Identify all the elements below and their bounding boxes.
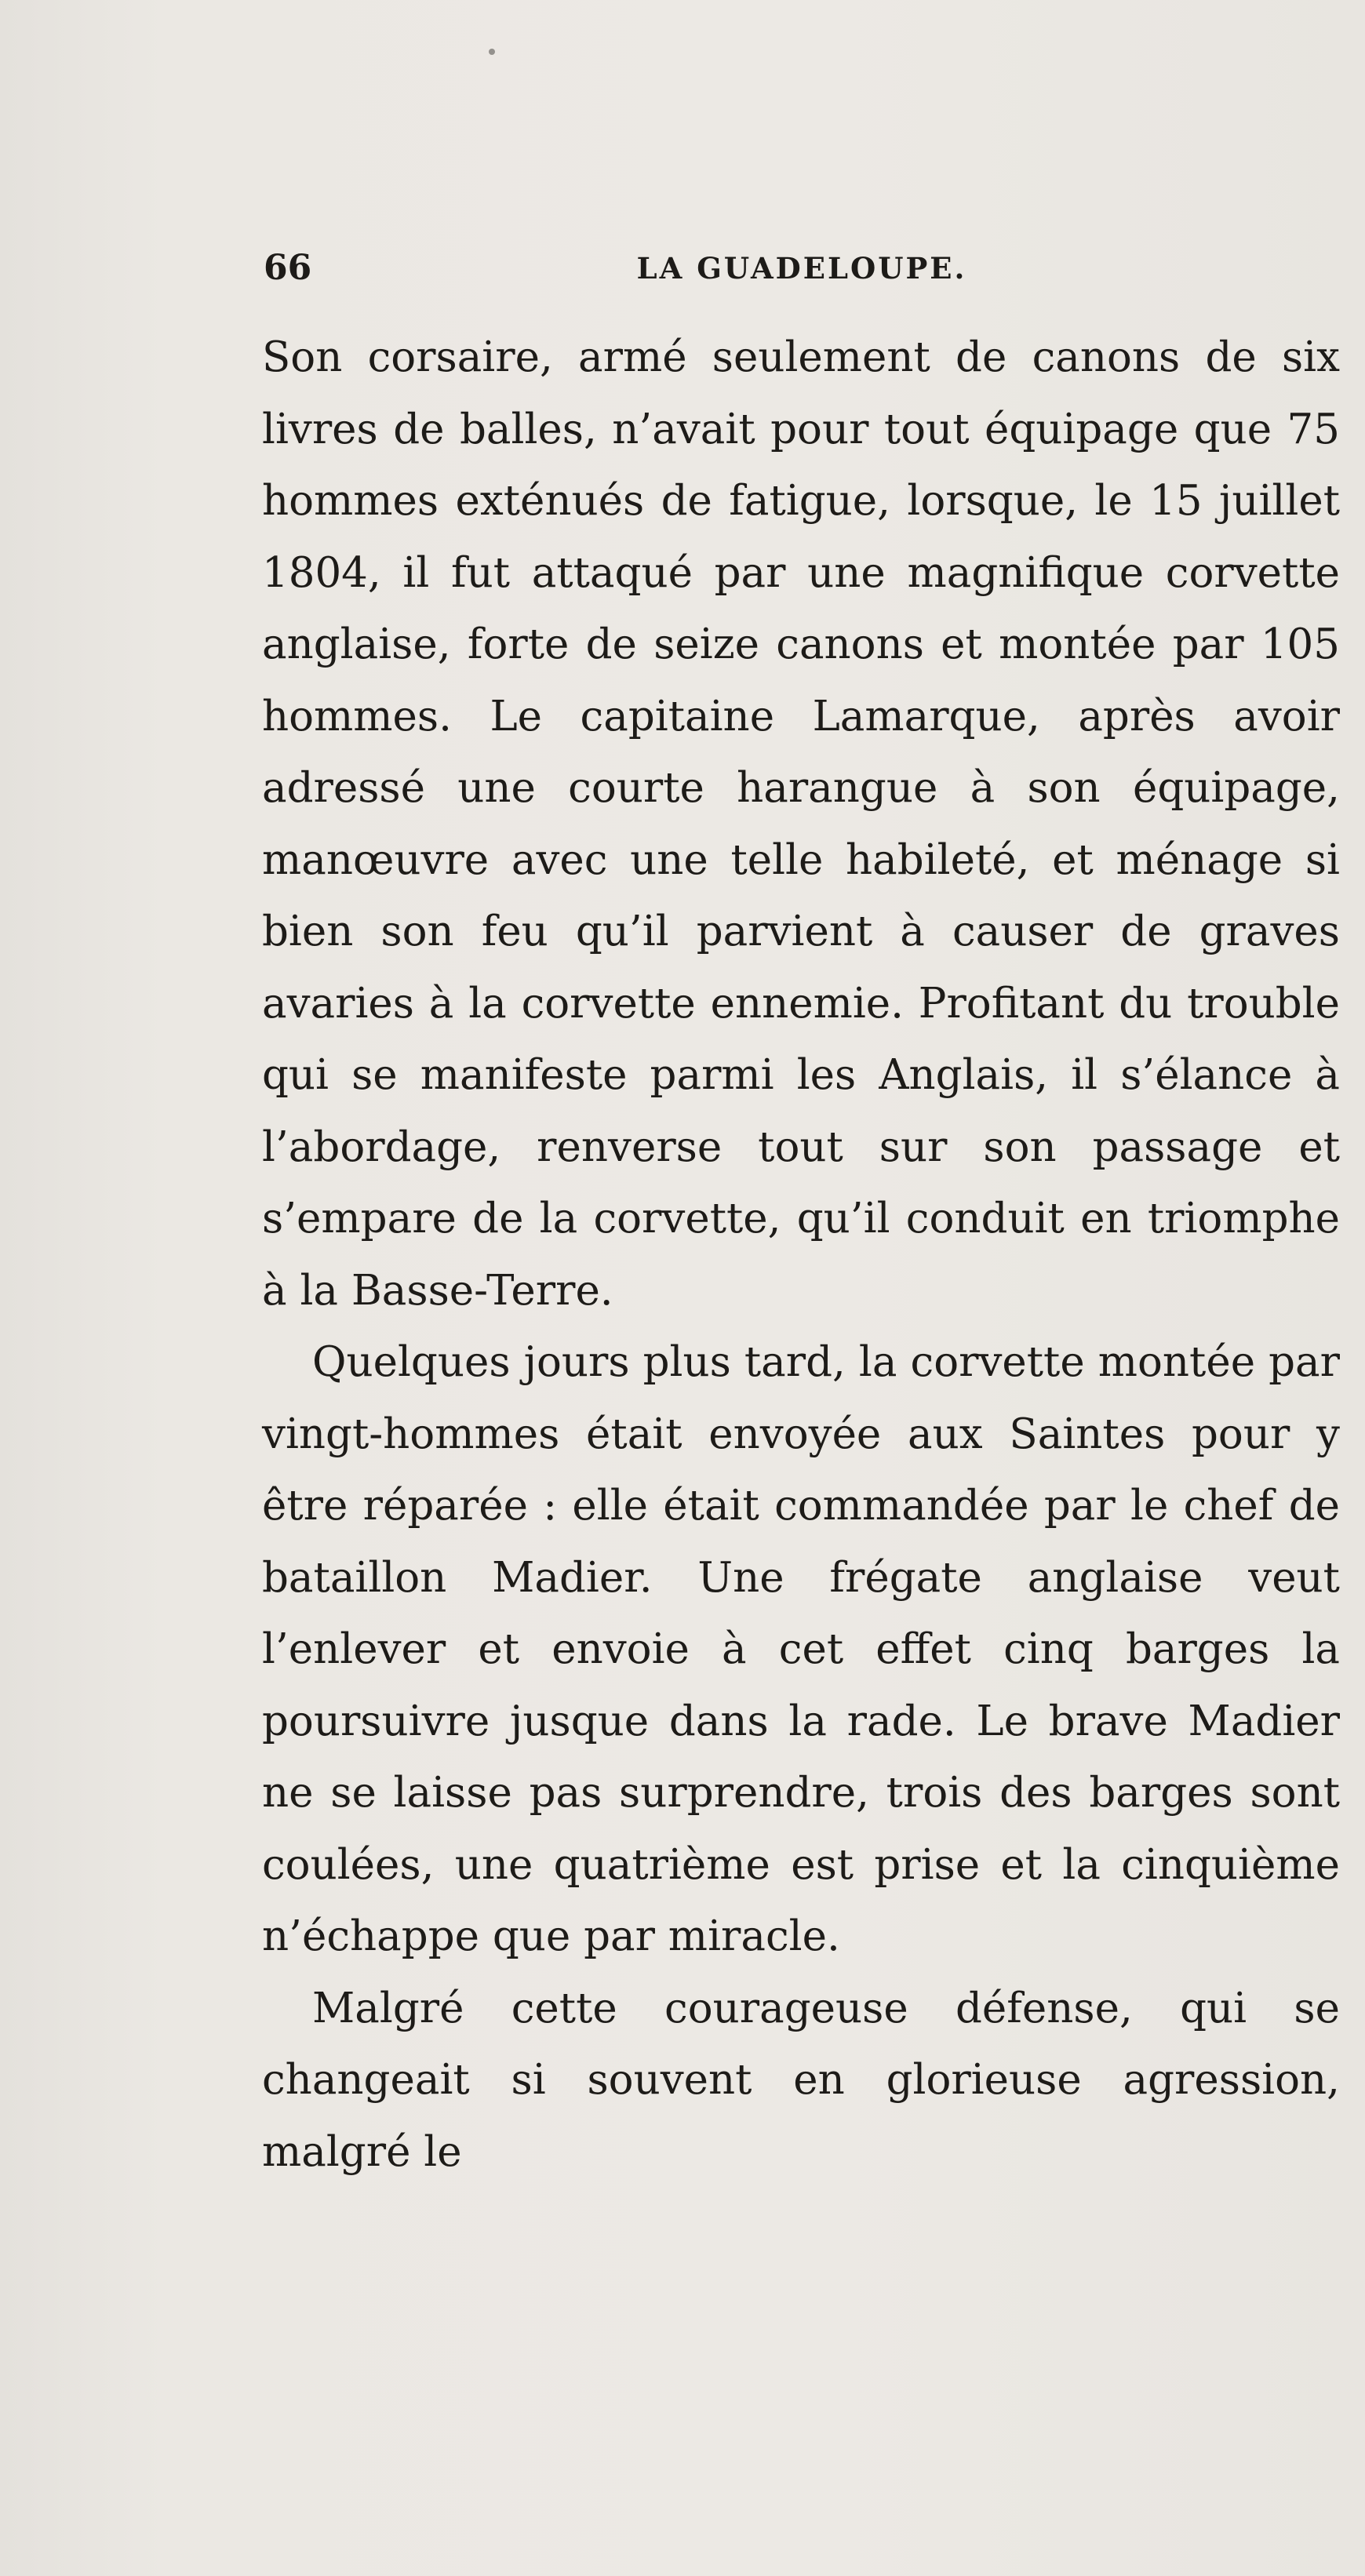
page-header (264, 245, 1340, 292)
paragraph-2: Quelques jours plus tard, la corvette montée par vingt-hommes était envoyée aux Saintes pour y être réparée : elle était commandée par le chef de bataillon Madier. Une frégate anglaise veut l’enlever et envoie à cet effet cinq barges la poursuivre jusque dans la rade. Le brave Madier ne se laisse pas surprendre, trois des barges sont coulées, une quatrième est prise et la cinquième n’échappe que par miracle. (262, 1338, 1340, 1960)
page-number: 66 (264, 248, 312, 288)
running-title: LA GUADELOUPE. (636, 251, 967, 286)
paragraph-1: Son corsaire, armé seulement de canons de six livres de balles, n’avait pour tout équipage que 75 hommes exténués de fatigue, lorsque, le 15 juillet 1804, il fut attaqué par une magnifique corvette anglaise, forte de seize canons et montée par 105 hommes. Le capitaine Lamarque, après avoir adressé une courte harangue à son équipage, manœuvre avec une telle habileté, et ménage si bien son feu qu’il parvient à causer de graves avaries à la corvette ennemie. Profitant du trouble qui se manifeste parmi les Anglais, il s’élance à l’abordage, renverse tout sur son passage et s’empare de la corvette, qu’il conduit en triomphe à la Basse-Terre. (262, 333, 1340, 1315)
paragraph-3: Malgré cette courageuse défense, qui se changeait si souvent en glorieuse agression, malgré le (262, 1984, 1340, 2176)
ink-spot (489, 49, 495, 55)
body-text (262, 322, 1340, 2188)
